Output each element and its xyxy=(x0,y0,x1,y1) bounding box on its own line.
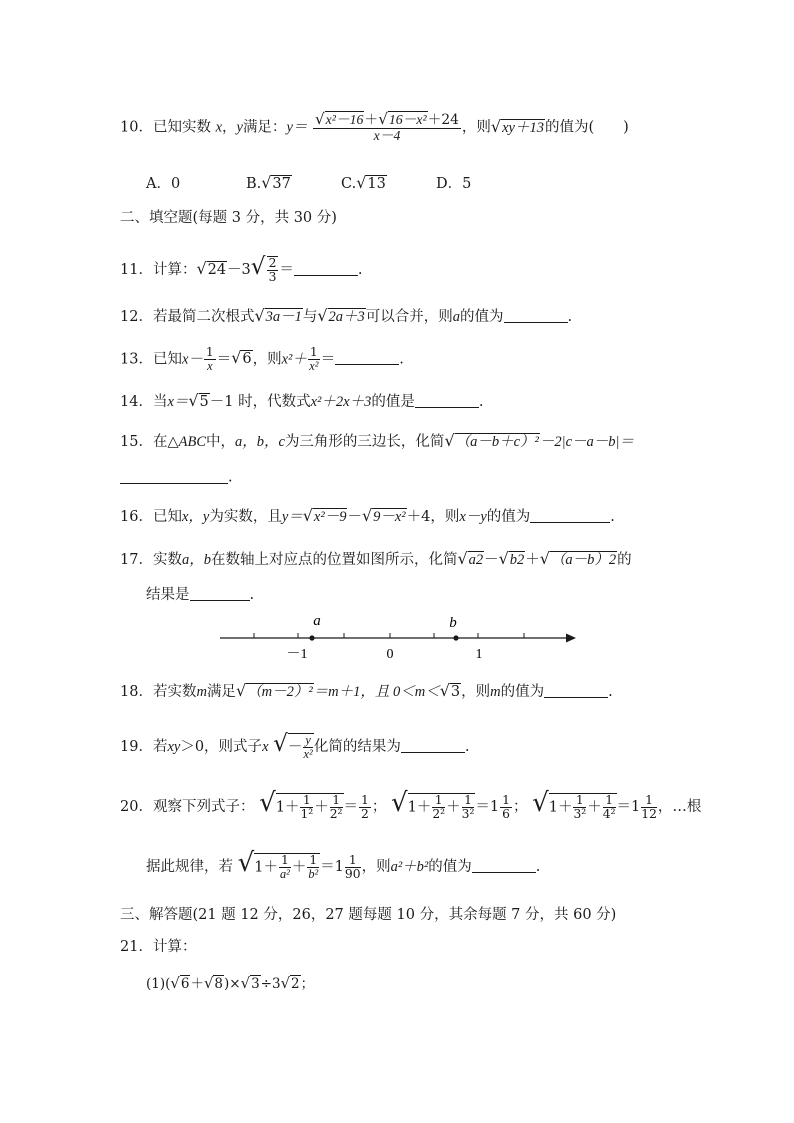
denominator: x² xyxy=(309,358,319,373)
text: y＝ xyxy=(286,119,308,136)
denominator: 3² xyxy=(573,806,587,821)
option-label: B. xyxy=(246,176,262,192)
text: …根 xyxy=(672,799,702,815)
denominator: x xyxy=(207,358,213,373)
numerator: 1 xyxy=(641,794,657,808)
text: 观察下列式子： xyxy=(152,799,255,815)
text: 已知 xyxy=(152,351,182,368)
radicand: 37 xyxy=(272,176,291,192)
mixed-lead: 1 xyxy=(334,859,344,875)
radicand: 8 xyxy=(214,976,224,992)
expression: a²＋b² xyxy=(390,859,429,875)
text: 为三角形的三边长，化简 xyxy=(284,434,445,450)
text: . xyxy=(228,469,233,486)
text: 在数轴上对应点的位置如图所示，化简 xyxy=(210,552,458,568)
text: a，b xyxy=(181,552,211,568)
text: ＋24 xyxy=(427,112,459,128)
question-15: 15．在△ABC中，a，b，c为三角形的三边长，化简√（a－b＋c）²－2|c－a－b|＝ xyxy=(120,431,635,450)
text: ＝m＋1，且 0＜m＜ xyxy=(313,684,440,700)
text: 为实数，且 xyxy=(209,509,282,525)
text: . xyxy=(535,859,541,875)
text: 的 xyxy=(617,552,632,568)
text: 与 xyxy=(302,309,318,325)
question-number: 19． xyxy=(120,739,153,755)
text: ，则 xyxy=(252,351,282,368)
text: －2|c－a－b|＝ xyxy=(539,434,635,450)
question-number: 21． xyxy=(120,939,153,955)
q10-fraction: $\frac{\text{√x²－16＋√16－x²＋24}}{x-4}$ xyxy=(314,110,459,143)
text: ABC xyxy=(178,434,206,450)
question-number: 13． xyxy=(120,351,153,368)
answer-blank[interactable] xyxy=(415,393,479,409)
radicand: （m－2）² xyxy=(247,684,313,700)
text: 若实数 xyxy=(152,684,197,700)
denominator: 3 xyxy=(268,270,277,284)
text: x＝ xyxy=(167,394,189,410)
denominator: 2² xyxy=(432,806,446,821)
text: 在△ xyxy=(152,434,179,450)
radicand: a2 xyxy=(468,552,484,568)
answer-blank[interactable] xyxy=(120,468,228,484)
answer-blank[interactable] xyxy=(530,508,610,524)
q20-eq3: √1＋ $\frac{1}{\text{3²}}$ ＋ $\frac{1}{\text{4²}}$ xyxy=(532,788,616,821)
answer-blank[interactable] xyxy=(544,683,608,699)
text: ＋4，则 xyxy=(406,509,460,525)
question-20-line2: 据此规律，若 √1＋ $\frac{1}{\text{a²}}$ ＋ $\frac{1}{\text{b²}}$ ＝1 $\frac{1}{90}$ ，则a²＋b²的值为 . xyxy=(146,848,541,881)
numerator: 1 xyxy=(309,345,318,359)
question-16: 16．已知x，y为实数，且y＝√x²－9－√9－x²＋4，则x－y的值为 . xyxy=(120,506,615,525)
text: ＋ xyxy=(364,112,379,128)
var-a: a xyxy=(452,309,461,325)
section-2-heading: 二、填空题(每题 3 分，共 30 分) xyxy=(120,210,337,226)
var-y: y xyxy=(236,119,243,136)
text: . xyxy=(478,394,484,410)
text: 满足： xyxy=(242,119,287,136)
radicand: （a－b）2 xyxy=(550,552,617,568)
text: 的值为 xyxy=(428,859,472,875)
text: . xyxy=(399,351,404,368)
text: 的值是 xyxy=(371,394,415,410)
denominator: 90 xyxy=(344,866,361,881)
question-number: 15． xyxy=(120,434,153,450)
denominator: b² xyxy=(308,866,319,881)
text: 结果是 xyxy=(146,587,190,603)
text: 的值为 xyxy=(460,309,504,325)
q20-eq2: √1＋ $\frac{1}{\text{2²}}$ ＋ $\frac{1}{\text{3²}}$ xyxy=(390,788,475,821)
denominator: 12 xyxy=(641,806,657,821)
numerator: y xyxy=(305,732,311,747)
numerator: 2 xyxy=(268,256,277,271)
question-10: 10．已知实数 x，y满足：y＝ $\frac{\text{√x²－16＋√16－x²＋24}}{x-4}$ ，则√xy＋13的值为( ) xyxy=(120,110,629,143)
mixed-lead: 1 xyxy=(489,799,500,815)
text: ＋ xyxy=(525,552,540,568)
text: 已知 xyxy=(152,509,182,525)
text: a，b，c xyxy=(235,434,285,450)
answer-blank[interactable] xyxy=(504,308,568,324)
axis-arrow-icon xyxy=(566,634,576,643)
denominator: a² xyxy=(279,866,290,881)
question-number: 14． xyxy=(120,394,153,410)
question-17-line2 xyxy=(146,583,254,604)
question-13: 13．已知x－ $\frac{1}{x}$ ＝√6，则x²＋ $\frac{1}{\text{x²}}$ ＝ . xyxy=(120,345,404,373)
question-number: 16． xyxy=(120,509,153,525)
question-number: 17． xyxy=(120,552,153,568)
option-b: B.√37 xyxy=(246,173,291,192)
radicand: 2 xyxy=(291,976,300,992)
text: ÷3 xyxy=(260,976,281,992)
text: ＞0，则式子 xyxy=(180,739,263,755)
question-number: 20． xyxy=(120,799,153,815)
text: 据此规律，若 xyxy=(146,859,233,875)
text: ＝ xyxy=(279,262,294,278)
question-14: 14．当x＝√5－1 时，代数式x²＋2x＋3的值是 . xyxy=(120,391,484,410)
option-c: C.√13 xyxy=(341,173,386,192)
tick-label: 1 xyxy=(475,647,483,662)
numerator: 1 xyxy=(361,792,369,807)
radicand: x²－16 xyxy=(325,112,364,127)
text: 已知实数 xyxy=(152,119,211,136)
q20-eq1: √1＋ $\frac{1}{\text{1²}}$ ＋ $\frac{1}{\text{2²}}$ xyxy=(259,788,343,821)
text: x，y xyxy=(181,509,210,525)
denominator: 3² xyxy=(461,806,475,821)
text: ， xyxy=(222,119,237,136)
text: ＝ xyxy=(216,351,232,368)
text: ＋ xyxy=(190,976,204,992)
question-19: 19．若xy＞0，则式子x √－ $\frac{y}{\text{x²}}$ 化简的结果为 . xyxy=(120,730,470,761)
text: . xyxy=(567,309,573,325)
question-21-part1: (1)(√6＋√8)×√3÷3√2； xyxy=(146,974,315,992)
question-11: 11．计算：√24－3√ $\frac{2}{3}$ ＝ . xyxy=(120,253,363,284)
question-number: 11． xyxy=(120,262,153,278)
text: 中， xyxy=(206,434,235,450)
question-number: 18． xyxy=(120,684,153,700)
radicand: 2a＋3 xyxy=(328,309,365,325)
radicand: 6 xyxy=(180,976,190,992)
var-x: x xyxy=(215,119,222,136)
point-b-label: b xyxy=(449,615,457,631)
text: )× xyxy=(224,976,241,992)
text: ＝ xyxy=(320,351,336,368)
expression: x²＋2x＋3 xyxy=(310,394,372,410)
text: 的值为 xyxy=(486,509,531,525)
text: x xyxy=(262,739,269,755)
radicand: （a－b＋c）² xyxy=(455,434,539,450)
radicand: 13 xyxy=(367,176,386,192)
text: 的值为( ) xyxy=(544,119,629,136)
text: 满足 xyxy=(206,684,236,700)
denominator: 2² xyxy=(329,806,343,821)
number-line xyxy=(210,608,580,664)
numerator: 1 xyxy=(502,792,510,807)
radicand: 24 xyxy=(207,262,227,278)
text: . xyxy=(249,587,255,603)
var-m: m xyxy=(490,684,501,700)
text: －1 时，代数式 xyxy=(209,394,311,410)
text: ，则 xyxy=(461,119,491,136)
question-12: 12．若最简二次根式√3a－1与√2a＋3可以合并，则a的值为 . xyxy=(120,306,573,325)
answer-blank[interactable] xyxy=(472,858,536,874)
text: . xyxy=(357,262,363,278)
denominator: x－4 xyxy=(373,127,401,143)
text: 当 xyxy=(152,394,168,410)
text: x－ xyxy=(181,351,203,368)
text: 化简的结果为 xyxy=(313,739,401,755)
point-b xyxy=(453,635,458,640)
text: (1)( xyxy=(146,976,171,992)
text: 实数 xyxy=(152,552,182,568)
denominator: 2 xyxy=(361,806,369,821)
denominator: 6 xyxy=(502,806,510,821)
text: ，则 xyxy=(361,859,391,875)
text: 的值为 xyxy=(500,684,545,700)
text: xy xyxy=(167,739,181,755)
radicand: 3 xyxy=(450,684,461,700)
radicand: 9－x² xyxy=(373,509,406,525)
text: x－y xyxy=(459,509,487,525)
text: －3 xyxy=(227,262,251,278)
point-a-label: a xyxy=(313,613,321,629)
option-a: A．0 xyxy=(146,176,181,192)
mixed-lead: 1 xyxy=(631,799,641,815)
question-21 xyxy=(120,935,196,956)
text: ； xyxy=(300,976,315,992)
text: － xyxy=(347,509,362,525)
tick-label: 0 xyxy=(386,647,394,662)
answer-blank[interactable] xyxy=(401,738,465,754)
denominator: 4² xyxy=(602,806,616,821)
text: 计算： xyxy=(152,939,197,955)
question-18: 18．若实数m满足√（m－2）²＝m＋1，且 0＜m＜√3，则m的值为 . xyxy=(120,681,613,700)
text: 若最简二次根式 xyxy=(152,309,255,325)
denominator: 1² xyxy=(300,806,314,821)
text: . xyxy=(608,684,613,700)
question-15-line2 xyxy=(120,468,233,486)
answer-blank[interactable] xyxy=(294,261,358,277)
tick-label: －1 xyxy=(286,647,308,662)
text: ，则 xyxy=(461,684,491,700)
answer-blank[interactable] xyxy=(190,586,250,602)
text: . xyxy=(610,509,615,525)
section-3-heading: 三、解答题(21 题 12 分，26，27 题每题 10 分，其余每题 7 分，共 60 分) xyxy=(120,907,617,923)
option-label: C. xyxy=(341,176,357,192)
text: 可以合并，则 xyxy=(365,309,453,325)
question-17: 17．实数a，b在数轴上对应点的位置如图所示，化简√a2－√b2＋√（a－b）2的 xyxy=(120,549,632,568)
question-number: 12． xyxy=(120,309,153,325)
point-a xyxy=(309,635,314,640)
radicand: x²－9 xyxy=(313,509,347,525)
option-d: D．5 xyxy=(436,176,472,192)
text: x²＋ xyxy=(281,351,307,368)
q20-eq4: √1＋ $\frac{1}{\text{a²}}$ ＋ $\frac{1}{\text{b²}}$ xyxy=(237,848,319,881)
radicand: 3a－1 xyxy=(265,309,302,325)
radicand: 6 xyxy=(242,351,252,368)
radicand: 16－x² xyxy=(388,112,427,127)
question-number: 10． xyxy=(120,119,153,136)
text: y＝ xyxy=(281,509,303,525)
answer-blank[interactable] xyxy=(335,350,399,366)
radicand: 5 xyxy=(199,394,209,410)
radicand: xy＋13 xyxy=(502,119,544,136)
text: 计算： xyxy=(152,262,197,278)
numerator: 1 xyxy=(345,854,361,868)
var-m: m xyxy=(196,684,207,700)
text: . xyxy=(464,739,470,755)
denominator: x² xyxy=(303,746,313,761)
q10-options xyxy=(146,172,471,193)
question-20: 20．观察下列式子： √1＋ $\frac{1}{\text{1²}}$ ＋ $\frac{1}{\text{2²}}$ ＝ $\frac{1}{2}$ ； √1＋ $\frac{1}{\text{2²}}$ ＋ $\frac{1}{\text{3²}}$ ＝1 $\frac{1}{6}$ ； √1＋ $\frac{1}{\text{3²}}$ ＋ $\frac{1}{\text{4²}}$ ＝1 $\frac{1}{12}$ ，…根 xyxy=(120,788,702,821)
numerator: 1 xyxy=(205,345,214,359)
text: － xyxy=(287,739,303,755)
text: 若 xyxy=(152,739,168,755)
radicand: b2 xyxy=(509,552,525,568)
text: － xyxy=(484,552,499,568)
radicand: 3 xyxy=(251,976,260,992)
